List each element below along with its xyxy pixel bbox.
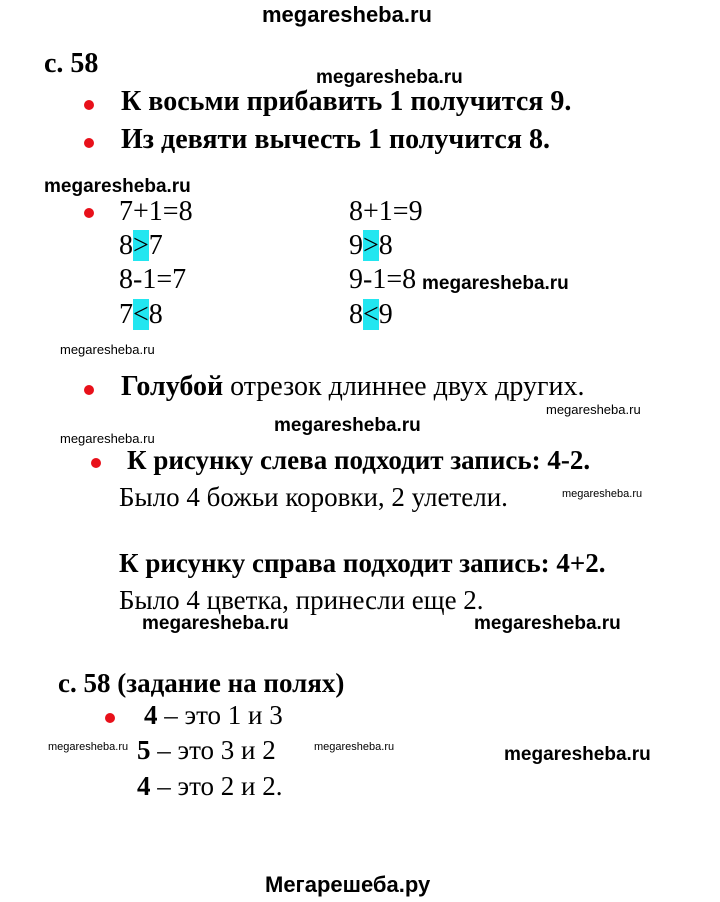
answer-line: Было 4 божьи коровки, 2 улетели. xyxy=(119,482,508,512)
comparison-sign: > xyxy=(133,230,149,261)
watermark: megaresheba.ru xyxy=(142,613,289,634)
watermark: megaresheba.ru xyxy=(316,67,463,88)
answer-line: Было 4 цветка, принесли еще 2. xyxy=(119,585,484,615)
answer-line: К рисунку слева подходит запись: 4-2. xyxy=(127,445,591,475)
watermark-bottom: Мегарешеба.ру xyxy=(265,872,431,897)
answer-line: Из девяти вычесть 1 получится 8. xyxy=(121,124,551,155)
section-heading: с. 58 (задание на полях) xyxy=(58,668,345,698)
bullet-icon xyxy=(84,138,94,148)
watermark: megaresheba.ru xyxy=(48,741,129,753)
bullet-icon xyxy=(84,208,94,218)
math-comparison: 7<8 xyxy=(119,299,163,330)
math-expression: 9-1=8 xyxy=(349,264,417,295)
watermark: megaresheba.ru xyxy=(314,741,395,753)
watermark: megaresheba.ru xyxy=(274,415,421,436)
watermark: megaresheba.ru xyxy=(60,342,155,357)
watermark: megaresheba.ru xyxy=(44,176,191,197)
watermark-top: megaresheba.ru xyxy=(262,2,432,27)
answer-line: К рисунку справа подходит запись: 4+2. xyxy=(119,548,606,578)
watermark: megaresheba.ru xyxy=(546,402,641,417)
bullet-icon xyxy=(84,100,94,110)
math-expression: 8+1=9 xyxy=(349,196,423,227)
comparison-sign: < xyxy=(133,299,149,330)
answer-line: Голубой отрезок длиннее двух других. xyxy=(121,371,585,402)
comparison-sign: > xyxy=(363,230,379,261)
watermark: megaresheba.ru xyxy=(60,431,155,446)
answer-line: К восьми прибавить 1 получится 9. xyxy=(121,86,572,117)
answer-line: 5 – это 3 и 2 xyxy=(137,735,276,765)
math-comparison: 9>8 xyxy=(349,230,393,261)
bullet-icon xyxy=(91,458,101,468)
math-comparison: 8<9 xyxy=(349,299,393,330)
math-comparison: 8>7 xyxy=(119,230,163,261)
watermark: megaresheba.ru xyxy=(422,273,569,294)
bullet-icon xyxy=(84,385,94,395)
page-heading: с. 58 xyxy=(44,48,99,79)
answer-line: 4 – это 2 и 2. xyxy=(137,771,283,801)
comparison-sign: < xyxy=(363,299,379,330)
answer-line: 4 – это 1 и 3 xyxy=(144,700,283,730)
math-expression: 7+1=8 xyxy=(119,196,193,227)
watermark: megaresheba.ru xyxy=(504,744,651,765)
watermark: megaresheba.ru xyxy=(474,613,621,634)
bullet-icon xyxy=(105,713,115,723)
math-expression: 8-1=7 xyxy=(119,264,187,295)
watermark: megaresheba.ru xyxy=(562,488,643,500)
